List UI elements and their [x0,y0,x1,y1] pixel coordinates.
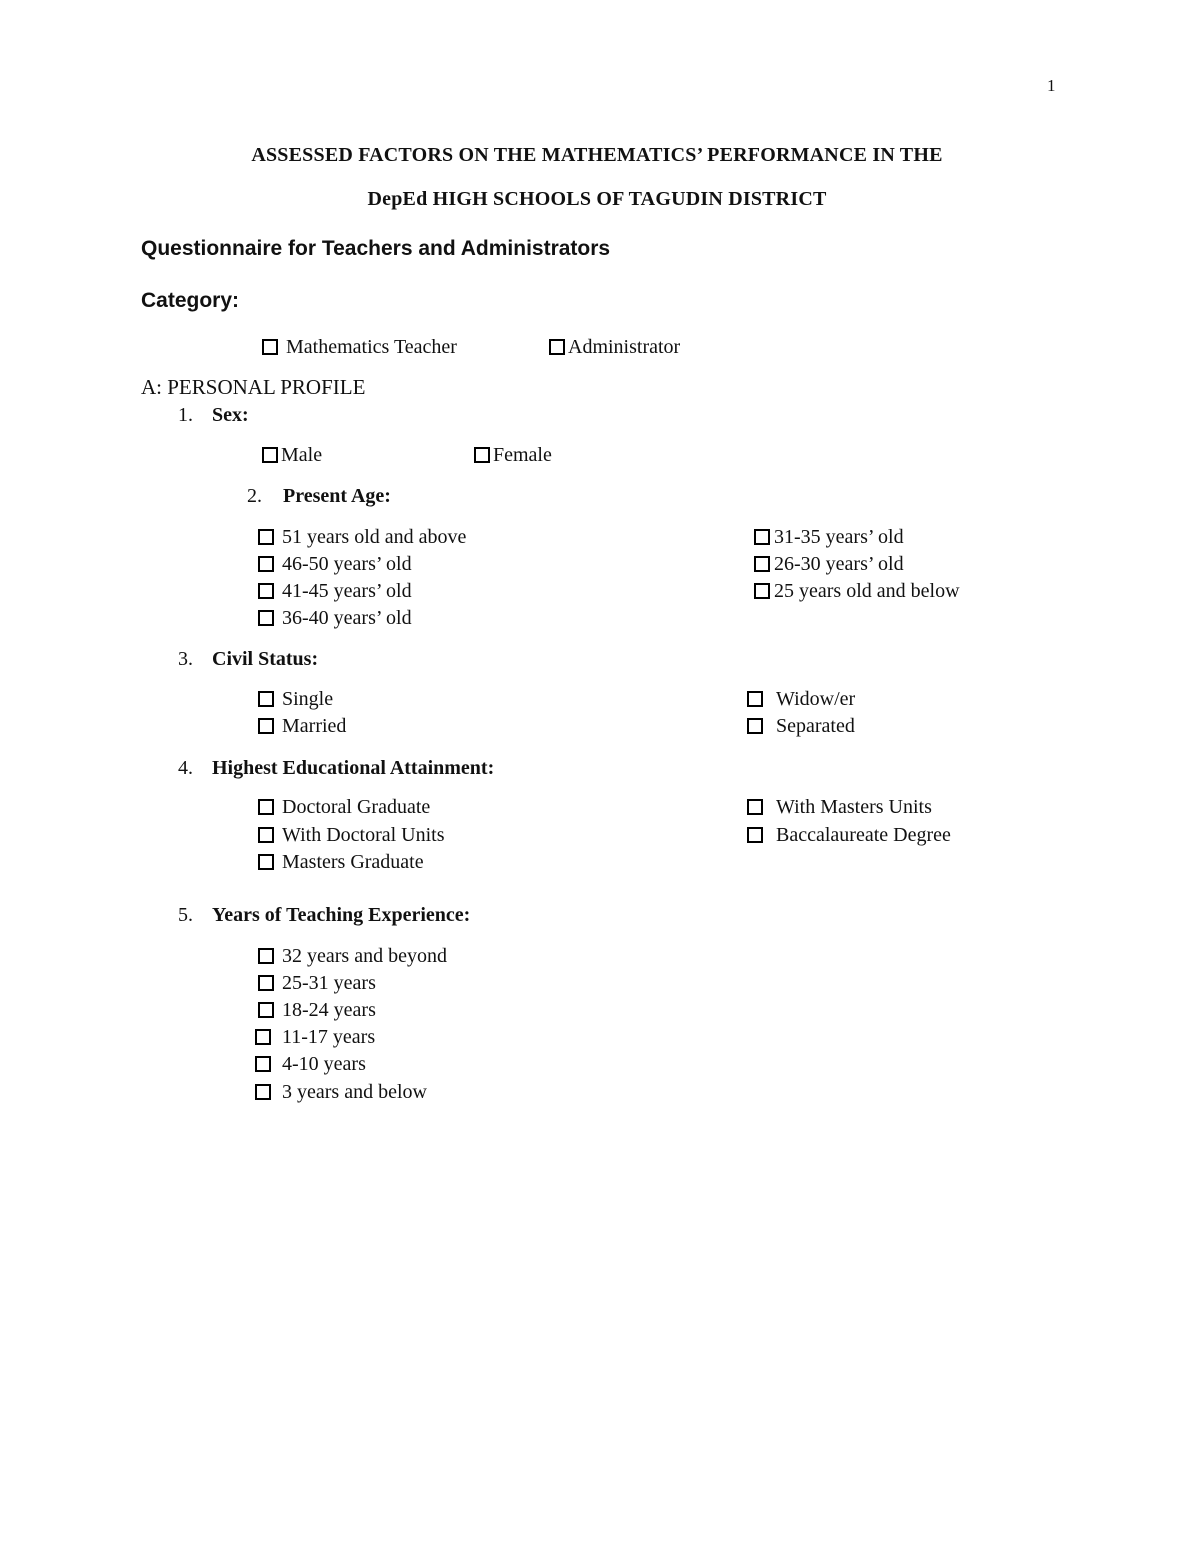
option-label: 36-40 years’ old [282,607,412,629]
education-option[interactable] [747,824,951,847]
option-label: Male [281,444,323,466]
experience-option[interactable] [258,972,376,995]
option-label: 31-35 years’ old [774,526,904,548]
checkbox-icon[interactable] [747,718,763,734]
checkbox-icon[interactable] [747,799,763,815]
option-label: 25 years old and below [774,580,960,602]
experience-option[interactable] [255,1053,366,1076]
checkbox-icon[interactable] [258,691,274,707]
option-label: 11-17 years [282,1026,376,1048]
checkbox-icon[interactable] [262,447,278,463]
option-label: Doctoral Graduate [282,796,431,818]
section-a-heading: A: PERSONAL PROFILE [141,375,366,399]
civil-status-option[interactable] [747,715,855,738]
experience-option[interactable] [258,945,447,968]
education-option[interactable] [258,851,424,874]
option-label: 3 years and below [282,1081,427,1103]
document-title-line-2: DepEd HIGH SCHOOLS OF TAGUDIN DISTRICT [367,188,827,210]
checkbox-icon[interactable] [258,610,274,626]
page-number: 1 [1047,76,1056,95]
option-label: 51 years old and above [282,526,467,548]
option-label: Female [493,444,552,466]
option-label: Masters Graduate [282,851,424,873]
age-option[interactable] [754,580,960,603]
option-label: 32 years and beyond [282,945,447,967]
sex-option-male[interactable] [262,444,322,467]
civil-status-option[interactable] [258,688,333,711]
checkbox-icon[interactable] [255,1084,271,1100]
question-number: 4. [178,757,193,779]
checkbox-icon[interactable] [258,556,274,572]
question-label-age: Present Age: [283,485,391,507]
checkbox-icon[interactable] [258,948,274,964]
checkbox-icon[interactable] [255,1056,271,1072]
question-number: 5. [178,904,193,926]
document-title-line-1: ASSESSED FACTORS ON THE MATHEMATICS’ PERFORMANCE IN THE [251,144,943,166]
option-label: 4-10 years [282,1053,366,1075]
question-number: 1. [178,404,193,426]
checkbox-icon[interactable] [258,529,274,545]
checkbox-icon[interactable] [262,339,278,355]
option-label: 18-24 years [282,999,376,1021]
category-option-administrator[interactable] [549,336,680,359]
checkbox-icon[interactable] [258,718,274,734]
age-option[interactable] [754,553,904,576]
option-label: Widow/er [776,688,856,710]
questionnaire-heading: Questionnaire for Teachers and Administrators [141,237,611,260]
option-label: Administrator [568,336,681,358]
checkbox-icon[interactable] [255,1029,271,1045]
question-label-education: Highest Educational Attainment: [212,757,495,779]
question-number: 2. [247,485,262,507]
option-label: Married [282,715,347,737]
checkbox-icon[interactable] [258,975,274,991]
option-label: Separated [776,715,855,737]
age-option[interactable] [258,526,466,549]
experience-option[interactable] [258,999,376,1022]
experience-option[interactable] [255,1081,427,1104]
option-label: With Masters Units [776,796,932,818]
age-option[interactable] [754,526,904,549]
checkbox-icon[interactable] [754,556,770,572]
education-option[interactable] [258,824,445,847]
option-label: With Doctoral Units [282,824,445,846]
category-label: Category: [141,289,240,312]
sex-option-female[interactable] [474,444,552,467]
option-label: Single [282,688,334,710]
experience-option[interactable] [255,1026,375,1049]
checkbox-icon[interactable] [258,854,274,870]
question-label-civil-status: Civil Status: [212,648,319,670]
category-option-math-teacher[interactable] [262,336,457,359]
checkbox-icon[interactable] [258,1002,274,1018]
checkbox-icon[interactable] [258,799,274,815]
civil-status-option[interactable] [747,688,855,711]
education-option[interactable] [258,796,430,819]
age-option[interactable] [258,553,412,576]
education-option[interactable] [747,796,932,819]
question-label-experience: Years of Teaching Experience: [212,904,471,926]
option-label: Baccalaureate Degree [776,824,951,846]
checkbox-icon[interactable] [747,827,763,843]
option-label: 46-50 years’ old [282,553,412,575]
checkbox-icon[interactable] [754,583,770,599]
civil-status-option[interactable] [258,715,346,738]
checkbox-icon[interactable] [747,691,763,707]
option-label: 41-45 years’ old [282,580,412,602]
checkbox-icon[interactable] [474,447,490,463]
option-label: 26-30 years’ old [774,553,904,575]
age-option[interactable] [258,580,412,603]
checkbox-icon[interactable] [549,339,565,355]
question-label-sex: Sex: [212,404,249,426]
option-label: 25-31 years [282,972,376,994]
question-number: 3. [178,648,193,670]
checkbox-icon[interactable] [258,583,274,599]
checkbox-icon[interactable] [258,827,274,843]
checkbox-icon[interactable] [754,529,770,545]
age-option[interactable] [258,607,412,630]
option-label: Mathematics Teacher [286,336,457,358]
